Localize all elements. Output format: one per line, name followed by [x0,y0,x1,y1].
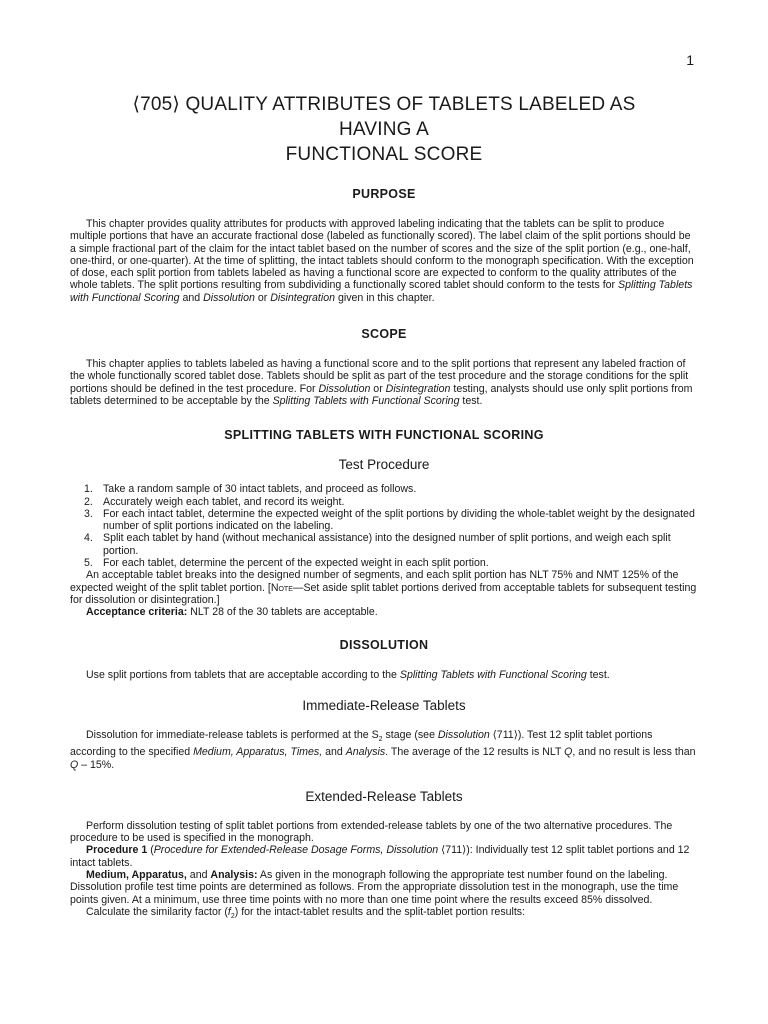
splitting-heading: SPLITTING TABLETS WITH FUNCTIONAL SCORING [224,428,544,443]
test-procedure-steps [70,483,698,569]
medium-apparatus-analysis-paragraph: Medium, Apparatus, and Analysis: As given in the monograph following the appropriate test number found on the labeling. Dissolution profile test time points are determined as follows. From the appropriate dissolution test in the monograph, use the time points given. At a minimum, use three time points with no more than one time point where the results exceed 85% dissolved. [70,869,679,906]
immediate-release-paragraph: Dissolution for immediate-release tablets is performed at the $S_2$ stage (see Dissolution ⟨711⟩). Test 12 split tablet portions according to the specified Medium, Apparatus, Times, and Analysis. The average of the 12 results is NLT Q, and no result is less than Q – 15%. [70,728,696,771]
acceptable-tablet-paragraph: An acceptable tablet breaks into the designed number of segments, and each split portion has NLT 75% and NMT 125% of the expected weight of the split tablet portion. [Note—Set aside split tablet portions derived from acceptable tablets for subsequent testing for dissolution or disintegration.] [70,569,697,606]
list-item: 2. Accurately weigh each tablet, and record its weight. [84,495,345,508]
page-number: 1 [686,52,694,68]
similarity-factor-paragraph: Calculate the similarity factor $(f_2)$ for the intact-tablet results and the split-tablet portion results: [86,905,526,921]
list-item: 4. Split each tablet by hand (without mechanical assistance) into the designed number of split portions, and weigh each split portion. [84,532,671,557]
chapter-title: ⟨705⟩ QUALITY ATTRIBUTES OF TABLETS LABELED AS HAVING A FUNCTIONAL SCORE [132,94,636,165]
list-item: 1. Take a random sample of 30 intact tablets, and proceed as follows. [84,483,417,496]
list-item: 5. For each tablet, determine the percent of the expected weight in each split portion. [84,557,489,570]
immediate-release-heading: Immediate-Release Tablets [302,697,466,713]
list-item: 3. For each intact tablet, determine the expected weight of the split portions by dividing the whole-tablet weight by the designated number of split portions indicated on the labeling. [84,507,695,533]
extended-release-paragraph: Perform dissolution testing of split tablet portions from extended-release tablets by one of the two alternative procedures. The procedure to be used is specified in the monograph. [70,819,673,845]
purpose-heading: PURPOSE [352,187,416,201]
dissolution-heading: DISSOLUTION [339,637,429,652]
purpose-paragraph: This chapter provides quality attributes for products with approved labeling indicating that the tablets can be split to produce multiple portions that have an accurate fractional dose (labeled as functionally scored). The label claim of the split portions should be a simple fractional part of the claim for the intact tablet based on the number of scores and the size of the split portion (e.g., one-half, one-third, or one-quarter). At the time of splitting, the intact tablets should conform to the monograph specification. With the exception of dose, each split portion from tablets labeled as having a functional score are expected to conform to the quality attributes of the whole tablets. The split portions resulting from subdividing a functionally scored tablet should conform to the tests for Splitting Tablets with Functional Scoring and Dissolution or Disintegration given in this chapter. [70,218,694,304]
procedure-1-paragraph: Procedure 1 (Procedure for Extended-Release Dosage Forms, Dissolution ⟨711⟩): Individually test 12 split tablet portions and 12 intact tablets. [70,844,690,869]
scope-paragraph: This chapter applies to tablets labeled as having a functional score and to the split portions that represent any labeled fraction of the whole functionally scored tablet dose. Tablets should be split as part of the test procedure and the storage conditions for the split portions should be defined in the test procedure. For Dissolution or Disintegration testing, analysts should use only split portions from tablets determined to be acceptable by the Splitting Tablets with Functional Scoring test. [70,358,693,407]
test-procedure-heading: Test Procedure [338,457,430,473]
extended-release-heading: Extended-Release Tablets [305,788,463,804]
scope-heading: SCOPE [361,327,407,342]
dissolution-paragraph: Use split portions from tablets that are acceptable according to the Splitting Tablets with Functional Scoring test. [86,668,610,681]
acceptance-criteria: Acceptance criteria: NLT 28 of the 30 tablets are acceptable. [86,606,378,619]
